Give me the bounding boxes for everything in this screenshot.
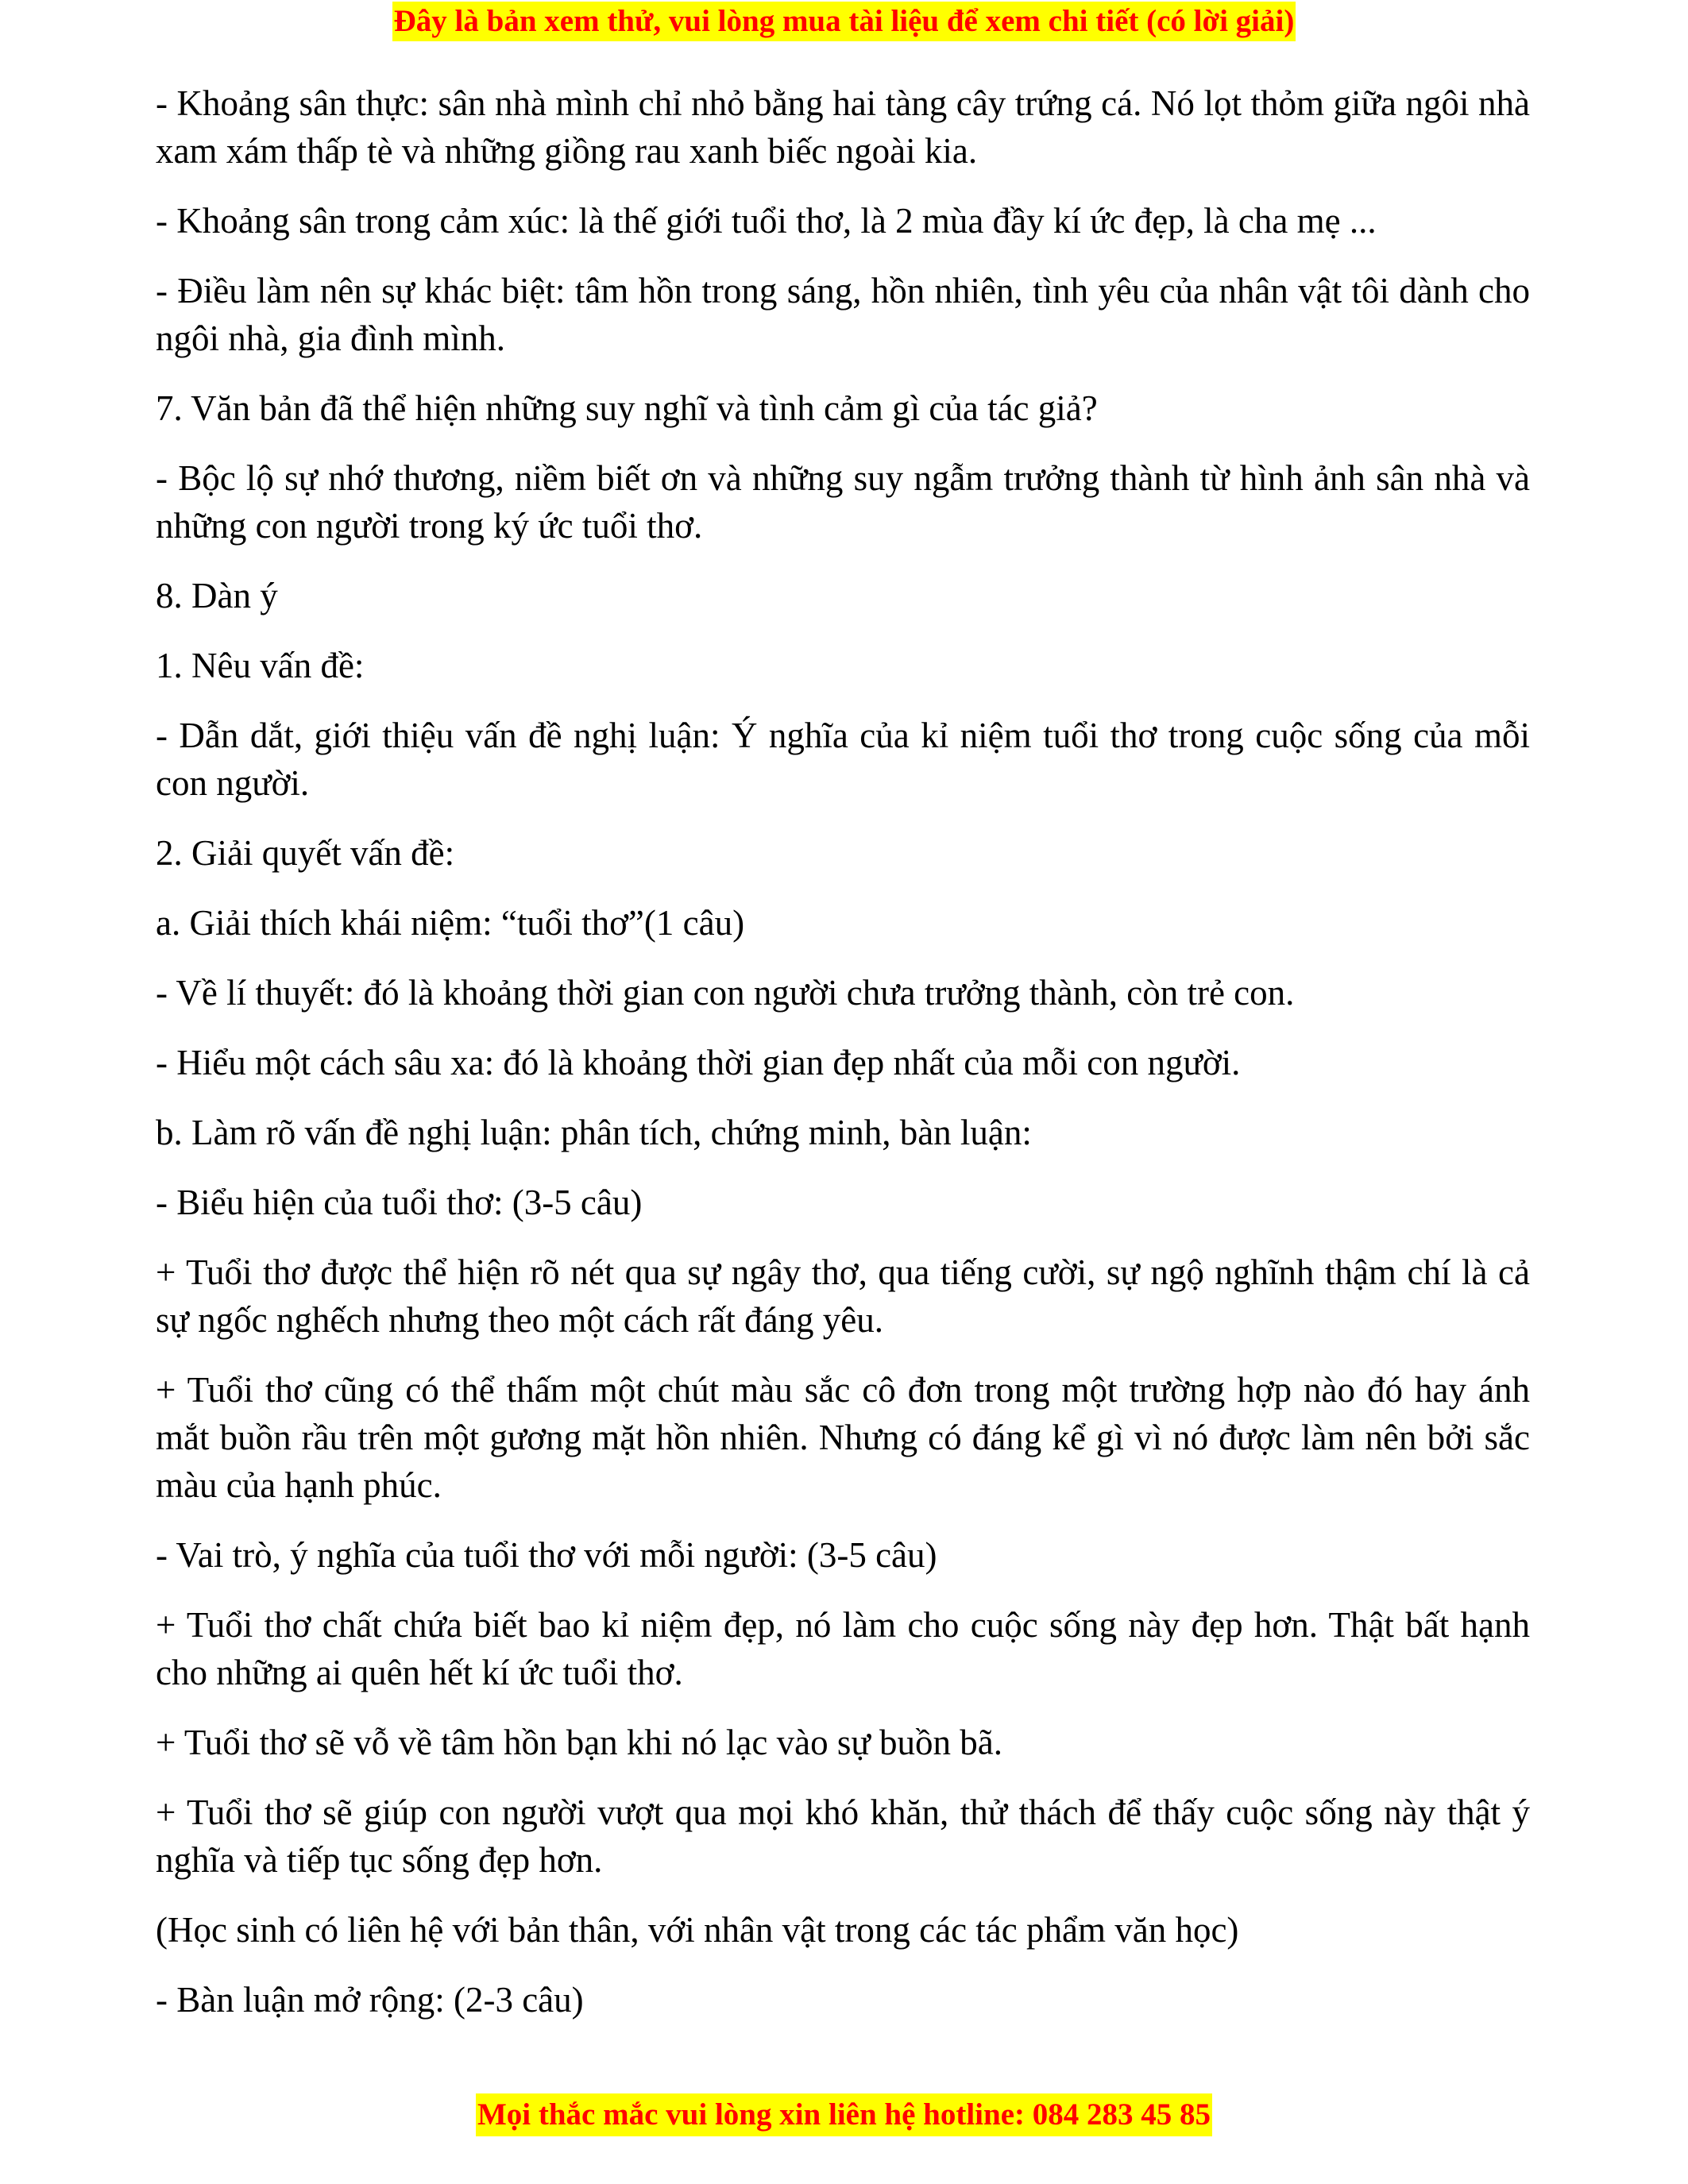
section-heading: 1. Nêu vấn đề:	[156, 646, 365, 685]
subsection-heading: b. Làm rõ vấn đề nghị luận: phân tích, chứng minh, bàn luận:	[156, 1113, 1032, 1152]
paragraph: - Bàn luận mở rộng: (2-3 câu)	[156, 1980, 584, 2020]
section-heading: 8. Dàn ý	[156, 576, 278, 615]
paragraph: + Tuổi thơ chất chứa biết bao kỉ niệm đẹp, nó làm cho cuộc sống này đẹp hơn. Thật bất hạnh cho những ai quên hết kí ức tuổi thơ.	[156, 1605, 1530, 1692]
page-footer	[0, 2093, 1688, 2143]
paragraph: - Về lí thuyết: đó là khoảng thời gian con người chưa trưởng thành, còn trẻ con.	[156, 973, 1295, 1013]
paragraph: + Tuổi thơ sẽ giúp con người vượt qua mọi khó khăn, thử thách để thấy cuộc sống này thật ý nghĩa và tiếp tục sống đẹp hơn.	[156, 1792, 1530, 1880]
paragraph: + Tuổi thơ được thể hiện rõ nét qua sự ngây thơ, qua tiếng cười, sự ngộ nghĩnh thậm chí là cả sự ngốc nghếch nhưng theo một cách rất đáng yêu.	[156, 1252, 1530, 1340]
section-heading: 2. Giải quyết vấn đề:	[156, 833, 455, 873]
paragraph: - Dẫn dắt, giới thiệu vấn đề nghị luận: Ý nghĩa của kỉ niệm tuổi thơ trong cuộc sống của mỗi con người.	[156, 716, 1530, 803]
paragraph: - Bộc lộ sự nhớ thương, niềm biết ơn và những suy ngẫm trưởng thành từ hình ảnh sân nhà và những con người trong ký ức tuổi thơ.	[156, 458, 1530, 546]
hotline-notice-banner: Mọi thắc mắc vui lòng xin liên hệ hotline: 084 283 45 85	[476, 2093, 1212, 2136]
paragraph: - Điều làm nên sự khác biệt: tâm hồn trong sáng, hồn nhiên, tình yêu của nhân vật tôi dành cho ngôi nhà, gia đình mình.	[156, 271, 1530, 358]
paragraph: - Biểu hiện của tuổi thơ: (3-5 câu)	[156, 1183, 643, 1222]
paragraph: + Tuổi thơ sẽ vỗ về tâm hồn bạn khi nó lạc vào sự buồn bã.	[156, 1723, 1002, 1762]
paragraph: - Khoảng sân trong cảm xúc: là thế giới tuổi thơ, là 2 mùa đầy kí ức đẹp, là cha mẹ ...	[156, 201, 1377, 241]
page-header	[0, 2, 1688, 48]
paragraph: - Khoảng sân thực: sân nhà mình chỉ nhỏ bằng hai tàng cây trứng cá. Nó lọt thỏm giữa ngôi nhà xam xám thấp tè và những giồng rau xanh biếc ngoài kia.	[156, 83, 1530, 171]
paragraph: - Hiểu một cách sâu xa: đó là khoảng thời gian đẹp nhất của mỗi con người.	[156, 1043, 1241, 1082]
paragraph: + Tuổi thơ cũng có thể thấm một chút màu sắc cô đơn trong một trường hợp nào đó hay ánh mắt buồn rầu trên một gương mặt hồn nhiên. Nhưng có đáng kể gì vì nó được làm nên bởi sắc màu của hạnh phúc.	[156, 1370, 1530, 1505]
paragraph: (Học sinh có liên hệ với bản thân, với nhân vật trong các tác phẩm văn học)	[156, 1910, 1239, 1950]
preview-notice-banner: Đây là bản xem thử, vui lòng mua tài liệu để xem chi tiết (có lời giải)	[392, 2, 1296, 41]
subsection-heading: a. Giải thích khái niệm: “tuổi thơ”(1 câu)	[156, 903, 745, 943]
paragraph: - Vai trò, ý nghĩa của tuổi thơ với mỗi người: (3-5 câu)	[156, 1535, 937, 1575]
document-body	[156, 79, 1530, 2046]
question-heading: 7. Văn bản đã thể hiện những suy nghĩ và tình cảm gì của tác giả?	[156, 388, 1098, 428]
